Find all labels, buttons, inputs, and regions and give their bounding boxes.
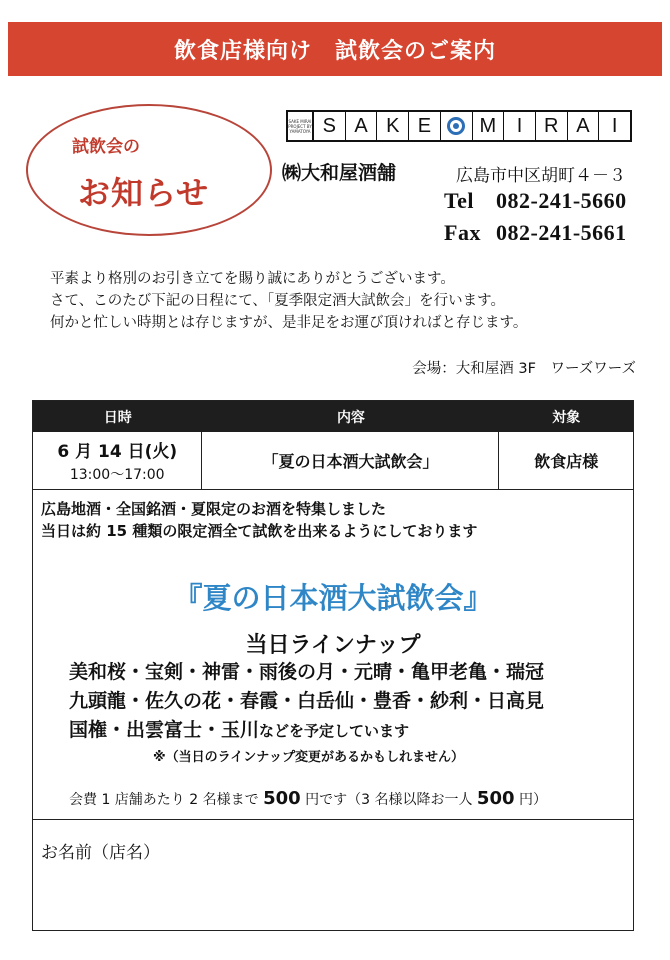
event-title: 『夏の日本酒大試飲会』 bbox=[173, 581, 493, 615]
header-datetime: 日時 bbox=[103, 409, 132, 426]
logo-letter: I bbox=[504, 112, 536, 140]
cell-datetime bbox=[33, 432, 202, 489]
shop-address: 広島市中区胡町４－３ bbox=[456, 166, 626, 186]
fee-suffix: 円） bbox=[518, 792, 547, 808]
name-field[interactable] bbox=[33, 820, 633, 930]
lineup-line: 国権・出雲富士・玉川 bbox=[69, 719, 260, 741]
logo-letter: R bbox=[536, 112, 568, 140]
lineup-tail: などを予定しています bbox=[259, 722, 410, 740]
logo-letter: A bbox=[568, 112, 600, 140]
greeting-line: さて、このたび下記の日程にて、「夏季限定酒大試飲会」を行います。 bbox=[50, 293, 506, 309]
event-table bbox=[32, 400, 634, 931]
table-header bbox=[33, 401, 633, 432]
logo-letter: E bbox=[409, 112, 441, 140]
feature-line: 当日は約 15 種類の限定酒全て試飲を出来るようにしております bbox=[41, 522, 478, 540]
cell-target: 飲食店様 bbox=[534, 452, 599, 471]
lineup-line-last bbox=[69, 716, 544, 746]
tel-label: Tel bbox=[444, 188, 475, 213]
event-time: 13:00～17:00 bbox=[69, 467, 165, 483]
logo-tag: SAKE MIRAI PROJECT BY YAMATOYA bbox=[288, 112, 314, 140]
notice-oval bbox=[26, 104, 272, 236]
lineup-heading: 当日ラインナップ bbox=[245, 633, 421, 658]
sake-mirai-logo bbox=[286, 110, 632, 142]
name-field-label: お名前（店名） bbox=[41, 843, 160, 862]
lineup-note: ※（当日のラインナップ変更があるかもしれません） bbox=[153, 750, 464, 765]
venue-text: 会場：大和屋酒 3F ワーズワーズ bbox=[412, 361, 636, 377]
fax-label: Fax bbox=[444, 220, 481, 245]
greeting-line: 何かと忙しい時期とは存じますが、是非足をお運び頂ければと存じます。 bbox=[50, 315, 528, 331]
logo-letters bbox=[314, 112, 630, 140]
logo-letter: S bbox=[314, 112, 346, 140]
event-date: 6 月 14 日(火) bbox=[57, 442, 178, 462]
header-content: 内容 bbox=[336, 409, 365, 426]
greeting-line: 平素より格別のお引き立てを賜り誠にありがとうございます。 bbox=[50, 271, 455, 287]
fee-prefix: 会費 1 店舗あたり 2 名様まで bbox=[69, 792, 259, 808]
logo-letter: A bbox=[346, 112, 378, 140]
logo-circle-cell bbox=[441, 112, 473, 140]
details-box bbox=[33, 490, 633, 820]
feature-line: 広島地酒・全国銘酒・夏限定のお酒を特集しました bbox=[41, 500, 387, 518]
logo-letter: I bbox=[611, 114, 618, 137]
lineup-line: 九頭龍・佐久の花・春霞・白岳仙・豊香・紗利・日高見 bbox=[69, 690, 545, 712]
target-circle-icon bbox=[447, 117, 465, 135]
logo-letter: K bbox=[377, 112, 409, 140]
table-row bbox=[33, 432, 633, 490]
banner-title: 飲食店様向け 試飲会のご案内 bbox=[173, 38, 496, 64]
fee-mid: 円です（3 名様以降お一人 bbox=[305, 792, 473, 808]
cell-content: 「夏の日本酒大試飲会」 bbox=[202, 432, 499, 489]
tel-number: 082-241-5660 bbox=[496, 188, 627, 213]
tel-line bbox=[444, 188, 627, 214]
fee-amount-2: 500 bbox=[476, 788, 515, 809]
lineup-line: 美和桜・宝剣・神雷・雨後の月・元晴・亀甲老亀・瑞冠 bbox=[69, 661, 545, 683]
greeting-text bbox=[50, 268, 527, 334]
fax-number: 082-241-5661 bbox=[496, 220, 627, 245]
logo-letter: M bbox=[473, 112, 505, 140]
header-target: 対象 bbox=[552, 409, 581, 426]
oval-big-text: お知らせ bbox=[78, 174, 210, 212]
fee-amount: 500 bbox=[263, 788, 301, 809]
shop-name: ㈱大和屋酒舗 bbox=[282, 162, 397, 184]
oval-small-text: 試飲会の bbox=[72, 137, 140, 157]
fax-line bbox=[444, 220, 627, 246]
feature-text bbox=[41, 498, 477, 542]
lineup-list bbox=[69, 658, 544, 746]
header-banner bbox=[8, 22, 662, 76]
fee-text bbox=[69, 788, 547, 809]
